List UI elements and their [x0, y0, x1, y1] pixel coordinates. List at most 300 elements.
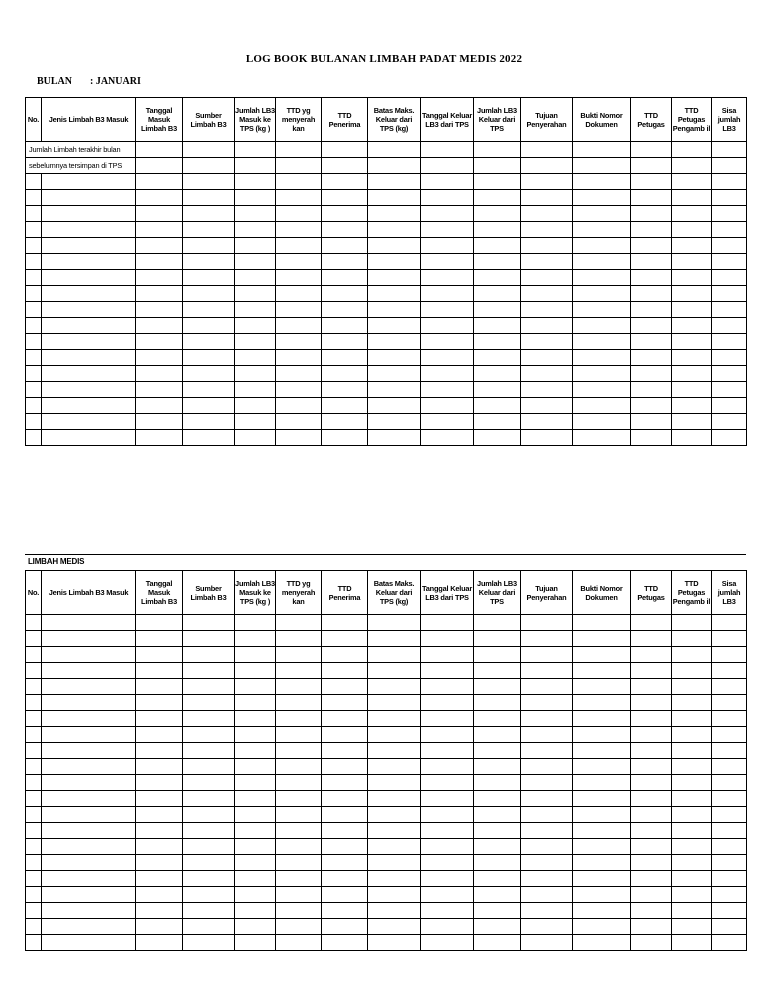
- table-cell[interactable]: [26, 631, 42, 647]
- table-cell[interactable]: [42, 238, 136, 254]
- table-cell[interactable]: [712, 903, 747, 919]
- table-cell[interactable]: [474, 631, 521, 647]
- table-cell[interactable]: [136, 631, 183, 647]
- table-cell[interactable]: [368, 759, 421, 775]
- table-cell[interactable]: [235, 631, 276, 647]
- table-cell[interactable]: [276, 206, 322, 222]
- table-cell[interactable]: [474, 935, 521, 951]
- table-cell[interactable]: [474, 382, 521, 398]
- table-cell[interactable]: [573, 158, 631, 174]
- table-cell[interactable]: [368, 158, 421, 174]
- table-cell[interactable]: [631, 727, 672, 743]
- table-cell[interactable]: [276, 871, 322, 887]
- table-cell[interactable]: [276, 839, 322, 855]
- table-cell[interactable]: [368, 695, 421, 711]
- table-cell[interactable]: [712, 791, 747, 807]
- table-cell[interactable]: [26, 775, 42, 791]
- table-cell[interactable]: [573, 935, 631, 951]
- table-cell[interactable]: [183, 238, 235, 254]
- table-cell[interactable]: [672, 727, 712, 743]
- table-cell[interactable]: [276, 318, 322, 334]
- table-cell[interactable]: [322, 775, 368, 791]
- table-cell[interactable]: [421, 775, 474, 791]
- table-cell[interactable]: [235, 286, 276, 302]
- table-cell[interactable]: [712, 270, 747, 286]
- table-cell[interactable]: [26, 871, 42, 887]
- table-cell[interactable]: [136, 791, 183, 807]
- table-cell[interactable]: [672, 238, 712, 254]
- table-cell[interactable]: [368, 775, 421, 791]
- table-cell[interactable]: [26, 254, 42, 270]
- table-cell[interactable]: [631, 302, 672, 318]
- table-cell[interactable]: [322, 903, 368, 919]
- table-cell[interactable]: [672, 350, 712, 366]
- table-cell[interactable]: [573, 142, 631, 158]
- table-cell[interactable]: [183, 615, 235, 631]
- table-cell[interactable]: [421, 871, 474, 887]
- table-cell[interactable]: [183, 727, 235, 743]
- table-cell[interactable]: [42, 759, 136, 775]
- table-cell[interactable]: [631, 238, 672, 254]
- table-cell[interactable]: [631, 887, 672, 903]
- table-cell[interactable]: [136, 727, 183, 743]
- table-cell[interactable]: [42, 711, 136, 727]
- table-cell[interactable]: [672, 759, 712, 775]
- table-cell[interactable]: [136, 398, 183, 414]
- table-cell[interactable]: [712, 711, 747, 727]
- table-cell[interactable]: [672, 743, 712, 759]
- table-cell[interactable]: [368, 823, 421, 839]
- table-cell[interactable]: [276, 743, 322, 759]
- table-cell[interactable]: [276, 727, 322, 743]
- table-cell[interactable]: [42, 350, 136, 366]
- table-cell[interactable]: [521, 158, 573, 174]
- table-cell[interactable]: [474, 887, 521, 903]
- table-cell[interactable]: [521, 414, 573, 430]
- table-cell[interactable]: [42, 615, 136, 631]
- table-cell[interactable]: [183, 318, 235, 334]
- table-cell[interactable]: [421, 759, 474, 775]
- table-cell[interactable]: [235, 222, 276, 238]
- table-cell[interactable]: [183, 887, 235, 903]
- table-cell[interactable]: [521, 190, 573, 206]
- table-cell[interactable]: [183, 935, 235, 951]
- table-cell[interactable]: [368, 887, 421, 903]
- table-cell[interactable]: [183, 142, 235, 158]
- table-cell[interactable]: [631, 414, 672, 430]
- table-cell[interactable]: [631, 631, 672, 647]
- table-cell[interactable]: [183, 743, 235, 759]
- table-cell[interactable]: [421, 414, 474, 430]
- table-cell[interactable]: [712, 190, 747, 206]
- table-cell[interactable]: [474, 174, 521, 190]
- table-cell[interactable]: [712, 206, 747, 222]
- table-cell[interactable]: [322, 254, 368, 270]
- table-cell[interactable]: [235, 759, 276, 775]
- table-cell[interactable]: [235, 318, 276, 334]
- table-cell[interactable]: [368, 679, 421, 695]
- table-cell[interactable]: [183, 855, 235, 871]
- table-cell[interactable]: [322, 270, 368, 286]
- table-cell[interactable]: [521, 334, 573, 350]
- table-cell[interactable]: [235, 807, 276, 823]
- table-cell[interactable]: [421, 190, 474, 206]
- table-cell[interactable]: [235, 743, 276, 759]
- table-cell[interactable]: [474, 647, 521, 663]
- table-cell[interactable]: [421, 695, 474, 711]
- table-cell[interactable]: [521, 302, 573, 318]
- table-cell[interactable]: [26, 743, 42, 759]
- table-cell[interactable]: [136, 887, 183, 903]
- table-cell[interactable]: [368, 174, 421, 190]
- table-cell[interactable]: [235, 206, 276, 222]
- table-cell[interactable]: [573, 302, 631, 318]
- table-cell[interactable]: [322, 190, 368, 206]
- table-cell[interactable]: [42, 775, 136, 791]
- table-cell[interactable]: [368, 414, 421, 430]
- table-cell[interactable]: [672, 887, 712, 903]
- table-cell[interactable]: [421, 647, 474, 663]
- table-cell[interactable]: [521, 807, 573, 823]
- table-cell[interactable]: [235, 174, 276, 190]
- table-cell[interactable]: [573, 414, 631, 430]
- table-cell[interactable]: [631, 615, 672, 631]
- table-cell[interactable]: [672, 791, 712, 807]
- table-cell[interactable]: [322, 695, 368, 711]
- table-cell[interactable]: [368, 222, 421, 238]
- table-cell[interactable]: [42, 727, 136, 743]
- table-cell[interactable]: [521, 174, 573, 190]
- table-cell[interactable]: [183, 791, 235, 807]
- table-cell[interactable]: [26, 414, 42, 430]
- table-cell[interactable]: [573, 615, 631, 631]
- table-cell[interactable]: [368, 286, 421, 302]
- table-cell[interactable]: [322, 711, 368, 727]
- table-cell[interactable]: [573, 679, 631, 695]
- table-cell[interactable]: [712, 935, 747, 951]
- table-cell[interactable]: [235, 711, 276, 727]
- table-cell[interactable]: [421, 238, 474, 254]
- table-cell[interactable]: [631, 382, 672, 398]
- table-cell[interactable]: [26, 839, 42, 855]
- table-cell[interactable]: [235, 350, 276, 366]
- table-cell[interactable]: [573, 727, 631, 743]
- table-cell[interactable]: [322, 631, 368, 647]
- table-cell[interactable]: [421, 430, 474, 446]
- table-cell[interactable]: [42, 286, 136, 302]
- table-cell[interactable]: [521, 743, 573, 759]
- table-cell[interactable]: [573, 286, 631, 302]
- table-cell[interactable]: [322, 286, 368, 302]
- table-cell[interactable]: [42, 302, 136, 318]
- table-cell[interactable]: [421, 142, 474, 158]
- table-cell[interactable]: [573, 839, 631, 855]
- table-cell[interactable]: [276, 903, 322, 919]
- table-cell[interactable]: [672, 286, 712, 302]
- table-cell[interactable]: [26, 398, 42, 414]
- table-cell[interactable]: [136, 743, 183, 759]
- table-cell[interactable]: [712, 615, 747, 631]
- table-cell[interactable]: [276, 935, 322, 951]
- table-cell[interactable]: [42, 430, 136, 446]
- table-cell[interactable]: [573, 631, 631, 647]
- table-cell[interactable]: [573, 238, 631, 254]
- table-cell[interactable]: [421, 727, 474, 743]
- table-cell[interactable]: [474, 615, 521, 631]
- table-cell[interactable]: [573, 695, 631, 711]
- table-cell[interactable]: [136, 318, 183, 334]
- table-cell[interactable]: [474, 222, 521, 238]
- table-cell[interactable]: [631, 855, 672, 871]
- table-cell[interactable]: [573, 711, 631, 727]
- table-cell[interactable]: [26, 366, 42, 382]
- table-cell[interactable]: [631, 663, 672, 679]
- table-cell[interactable]: [474, 350, 521, 366]
- table-cell[interactable]: [235, 887, 276, 903]
- table-cell[interactable]: [276, 142, 322, 158]
- table-cell[interactable]: [631, 398, 672, 414]
- table-cell[interactable]: [276, 919, 322, 935]
- table-cell[interactable]: [136, 190, 183, 206]
- table-cell[interactable]: [136, 174, 183, 190]
- table-cell[interactable]: [26, 286, 42, 302]
- table-cell[interactable]: [42, 334, 136, 350]
- table-cell[interactable]: [421, 919, 474, 935]
- table-cell[interactable]: [276, 695, 322, 711]
- table-cell[interactable]: [26, 174, 42, 190]
- table-cell[interactable]: [136, 430, 183, 446]
- table-cell[interactable]: [421, 823, 474, 839]
- table-cell[interactable]: [235, 158, 276, 174]
- table-cell[interactable]: [712, 350, 747, 366]
- table-cell[interactable]: [26, 855, 42, 871]
- table-cell[interactable]: [672, 174, 712, 190]
- table-cell[interactable]: [183, 839, 235, 855]
- table-cell[interactable]: [712, 174, 747, 190]
- table-cell[interactable]: [521, 350, 573, 366]
- table-cell[interactable]: [183, 647, 235, 663]
- table-cell[interactable]: [368, 647, 421, 663]
- table-cell[interactable]: [474, 430, 521, 446]
- table-cell[interactable]: [235, 254, 276, 270]
- table-cell[interactable]: [42, 743, 136, 759]
- table-cell[interactable]: [521, 382, 573, 398]
- table-cell[interactable]: [672, 775, 712, 791]
- table-cell[interactable]: [712, 663, 747, 679]
- table-cell[interactable]: [368, 855, 421, 871]
- table-cell[interactable]: [26, 695, 42, 711]
- table-cell[interactable]: [183, 254, 235, 270]
- table-cell[interactable]: [712, 318, 747, 334]
- table-cell[interactable]: [42, 318, 136, 334]
- table-cell[interactable]: [712, 759, 747, 775]
- table-cell[interactable]: [672, 142, 712, 158]
- table-cell[interactable]: [474, 302, 521, 318]
- table-cell[interactable]: [712, 398, 747, 414]
- table-cell[interactable]: [573, 206, 631, 222]
- table-cell[interactable]: [276, 887, 322, 903]
- table-cell[interactable]: [573, 270, 631, 286]
- table-cell[interactable]: [136, 222, 183, 238]
- table-cell[interactable]: [235, 791, 276, 807]
- table-cell[interactable]: [322, 871, 368, 887]
- table-cell[interactable]: [322, 206, 368, 222]
- table-cell[interactable]: [474, 743, 521, 759]
- table-cell[interactable]: [42, 695, 136, 711]
- table-cell[interactable]: [712, 286, 747, 302]
- table-cell[interactable]: [183, 695, 235, 711]
- table-cell[interactable]: [421, 615, 474, 631]
- table-cell[interactable]: [276, 615, 322, 631]
- table-cell[interactable]: [276, 430, 322, 446]
- table-cell[interactable]: [26, 190, 42, 206]
- table-cell[interactable]: [672, 222, 712, 238]
- table-cell[interactable]: [573, 430, 631, 446]
- table-cell[interactable]: [235, 727, 276, 743]
- table-cell[interactable]: [26, 679, 42, 695]
- table-cell[interactable]: [573, 647, 631, 663]
- table-cell[interactable]: [276, 759, 322, 775]
- table-cell[interactable]: [276, 823, 322, 839]
- table-cell[interactable]: [276, 350, 322, 366]
- table-cell[interactable]: [368, 238, 421, 254]
- table-cell[interactable]: [26, 615, 42, 631]
- table-cell[interactable]: [368, 302, 421, 318]
- table-cell[interactable]: [672, 206, 712, 222]
- table-cell[interactable]: [474, 759, 521, 775]
- table-cell[interactable]: [183, 679, 235, 695]
- table-cell[interactable]: [631, 142, 672, 158]
- table-cell[interactable]: [474, 238, 521, 254]
- table-cell[interactable]: [276, 190, 322, 206]
- table-cell[interactable]: [26, 759, 42, 775]
- table-cell[interactable]: [521, 935, 573, 951]
- table-cell[interactable]: [672, 903, 712, 919]
- table-cell[interactable]: [26, 382, 42, 398]
- table-cell[interactable]: [421, 286, 474, 302]
- table-cell[interactable]: [421, 743, 474, 759]
- table-cell[interactable]: [573, 190, 631, 206]
- table-cell[interactable]: [421, 839, 474, 855]
- table-cell[interactable]: [26, 222, 42, 238]
- table-cell[interactable]: [136, 855, 183, 871]
- table-cell[interactable]: [136, 254, 183, 270]
- table-cell[interactable]: [235, 919, 276, 935]
- table-cell[interactable]: [712, 382, 747, 398]
- table-cell[interactable]: [26, 238, 42, 254]
- table-cell[interactable]: [322, 414, 368, 430]
- table-cell[interactable]: [42, 663, 136, 679]
- table-cell[interactable]: [573, 759, 631, 775]
- table-cell[interactable]: [631, 158, 672, 174]
- table-cell[interactable]: [712, 631, 747, 647]
- table-cell[interactable]: [136, 807, 183, 823]
- table-cell[interactable]: [42, 903, 136, 919]
- table-cell[interactable]: [42, 366, 136, 382]
- table-cell[interactable]: [474, 855, 521, 871]
- table-cell[interactable]: [712, 158, 747, 174]
- table-cell[interactable]: [573, 743, 631, 759]
- table-cell[interactable]: [474, 903, 521, 919]
- table-cell[interactable]: [276, 807, 322, 823]
- table-cell[interactable]: [276, 398, 322, 414]
- table-cell[interactable]: [322, 174, 368, 190]
- table-cell[interactable]: [474, 254, 521, 270]
- table-cell[interactable]: [276, 334, 322, 350]
- table-cell[interactable]: [474, 775, 521, 791]
- table-cell[interactable]: [474, 711, 521, 727]
- table-cell[interactable]: [521, 695, 573, 711]
- table-cell[interactable]: [521, 206, 573, 222]
- table-cell[interactable]: [183, 350, 235, 366]
- table-cell[interactable]: [26, 430, 42, 446]
- table-cell[interactable]: [712, 855, 747, 871]
- table-cell[interactable]: [573, 871, 631, 887]
- table-cell[interactable]: [136, 302, 183, 318]
- table-cell[interactable]: [631, 222, 672, 238]
- table-cell[interactable]: [368, 366, 421, 382]
- table-cell[interactable]: [368, 206, 421, 222]
- table-cell[interactable]: [521, 663, 573, 679]
- table-cell[interactable]: [573, 887, 631, 903]
- table-cell[interactable]: [631, 759, 672, 775]
- table-cell[interactable]: [26, 350, 42, 366]
- table-cell[interactable]: [235, 366, 276, 382]
- table-cell[interactable]: [521, 647, 573, 663]
- table-cell[interactable]: [322, 823, 368, 839]
- table-cell[interactable]: [672, 711, 712, 727]
- table-cell[interactable]: [183, 430, 235, 446]
- table-cell[interactable]: [183, 302, 235, 318]
- table-cell[interactable]: [235, 839, 276, 855]
- table-cell[interactable]: [26, 647, 42, 663]
- table-cell[interactable]: [474, 270, 521, 286]
- table-cell[interactable]: [42, 174, 136, 190]
- table-cell[interactable]: [322, 759, 368, 775]
- table-cell[interactable]: [322, 318, 368, 334]
- table-cell[interactable]: [521, 318, 573, 334]
- table-cell[interactable]: [235, 142, 276, 158]
- table-cell[interactable]: [136, 366, 183, 382]
- table-cell[interactable]: [368, 398, 421, 414]
- table-cell[interactable]: [474, 727, 521, 743]
- table-cell[interactable]: [672, 414, 712, 430]
- table-cell[interactable]: [276, 679, 322, 695]
- table-cell[interactable]: [235, 615, 276, 631]
- table-cell[interactable]: [521, 919, 573, 935]
- table-cell[interactable]: [521, 727, 573, 743]
- table-cell[interactable]: [672, 366, 712, 382]
- table-cell[interactable]: [42, 935, 136, 951]
- table-cell[interactable]: [672, 663, 712, 679]
- table-cell[interactable]: [631, 791, 672, 807]
- table-cell[interactable]: [26, 823, 42, 839]
- table-cell[interactable]: [235, 382, 276, 398]
- table-cell[interactable]: [712, 871, 747, 887]
- table-cell[interactable]: [521, 823, 573, 839]
- table-cell[interactable]: [322, 398, 368, 414]
- table-cell[interactable]: [276, 222, 322, 238]
- table-cell[interactable]: [183, 775, 235, 791]
- table-cell[interactable]: [573, 318, 631, 334]
- table-cell[interactable]: [322, 430, 368, 446]
- table-cell[interactable]: [136, 759, 183, 775]
- table-cell[interactable]: [26, 711, 42, 727]
- table-cell[interactable]: [573, 791, 631, 807]
- table-cell[interactable]: [672, 631, 712, 647]
- table-cell[interactable]: [421, 935, 474, 951]
- table-cell[interactable]: [183, 398, 235, 414]
